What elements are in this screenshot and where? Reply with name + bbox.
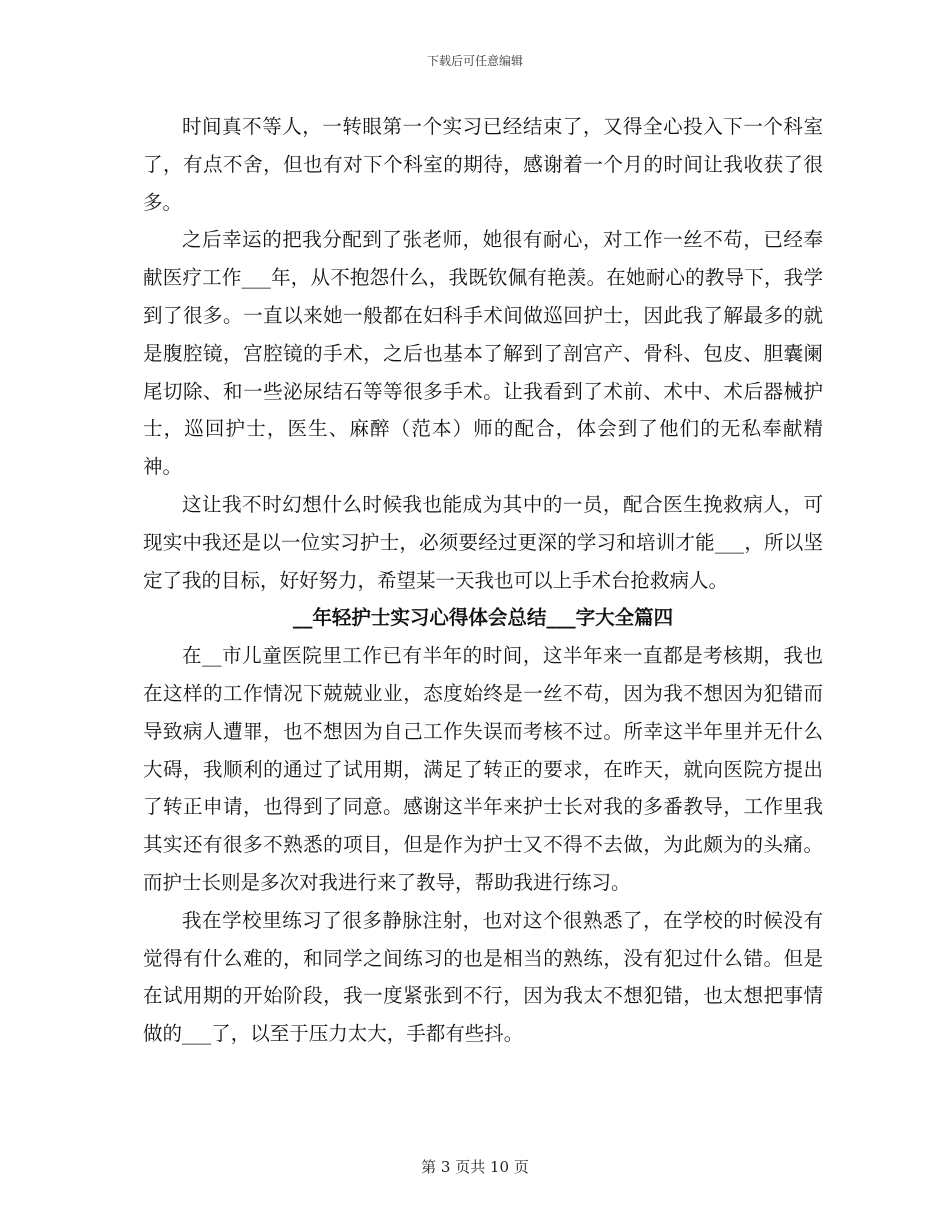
paragraph-1: 时间真不等人，一转眼第一个实习已经结束了，又得全心投入下一个科室了，有点不舍，但也有对下个科室的期待，感谢着一个月的时间让我收获了很多。	[143, 115, 823, 214]
page-header: 下载后可任意编辑	[426, 54, 523, 68]
paragraph-3: 这让我不时幻想什么时候我也能成为其中的一员，配合医生挽救病人，可现实中我还是以一位实习护士，必须要经过更深的学习和培训才能___，所以坚定了我的目标，好好努力，希望某一天我也可以上手术台抢救病人。	[143, 492, 823, 592]
paragraph-4: 在__市儿童医院里工作已有半年的时间，这半年来一直都是考核期，我也在这样的工作情况下兢兢业业，态度始终是一丝不苟，因为我不想因为犯错而导致病人遭罪，也不想因为自己工作失误而考核不过。所幸这半年里并无什么大碍，我顺利的通过了试用期，满足了转正的要求，在昨天，就向医院方提出了转正申请，也得到了同意。感谢这半年来护士长对我的多番教导，工作里我其实还有很多不熟悉的项目，但是作为护士又不得不去做，为此颇为的头痛。而护士长则是多次对我进行来了教导，帮助我进行练习。	[143, 644, 823, 894]
document-body	[143, 108, 823, 1053]
paragraph-2: 之后幸运的把我分配到了张老师，她很有耐心，对工作一丝不苟，已经奉献医疗工作___年，从不抱怨什么，我既钦佩有艳羡。在她耐心的教导下，我学到了很多。一直以来她一般都在妇科手术间做巡回护士，因此我了解最多的就是腹腔镜，宫腔镜的手术，之后也基本了解到了剖宫产、骨科、包皮、胆囊阑尾切除、和一些泌尿结石等等很多手术。让我看到了术前、术中、术后器械护士，巡回护士，医生、麻醉（范本）师的配合，体会到了他们的无私奉献精神。	[143, 228, 823, 479]
paragraph-5: 我在学校里练习了很多静脉注射，也对这个很熟悉了，在学校的时候没有觉得有什么难的，和同学之间练习的也是相当的熟练，没有犯过什么错。但是在试用期的开始阶段，我一度紧张到不行，因为我太不想犯错，也太想把事情做的___了，以至于压力太大，手都有些抖。	[143, 908, 823, 1046]
page-footer: 第 3 页共 10 页	[421, 1158, 529, 1176]
section-heading: __年轻护士实习心得体会总结___字大全篇四	[292, 606, 674, 630]
